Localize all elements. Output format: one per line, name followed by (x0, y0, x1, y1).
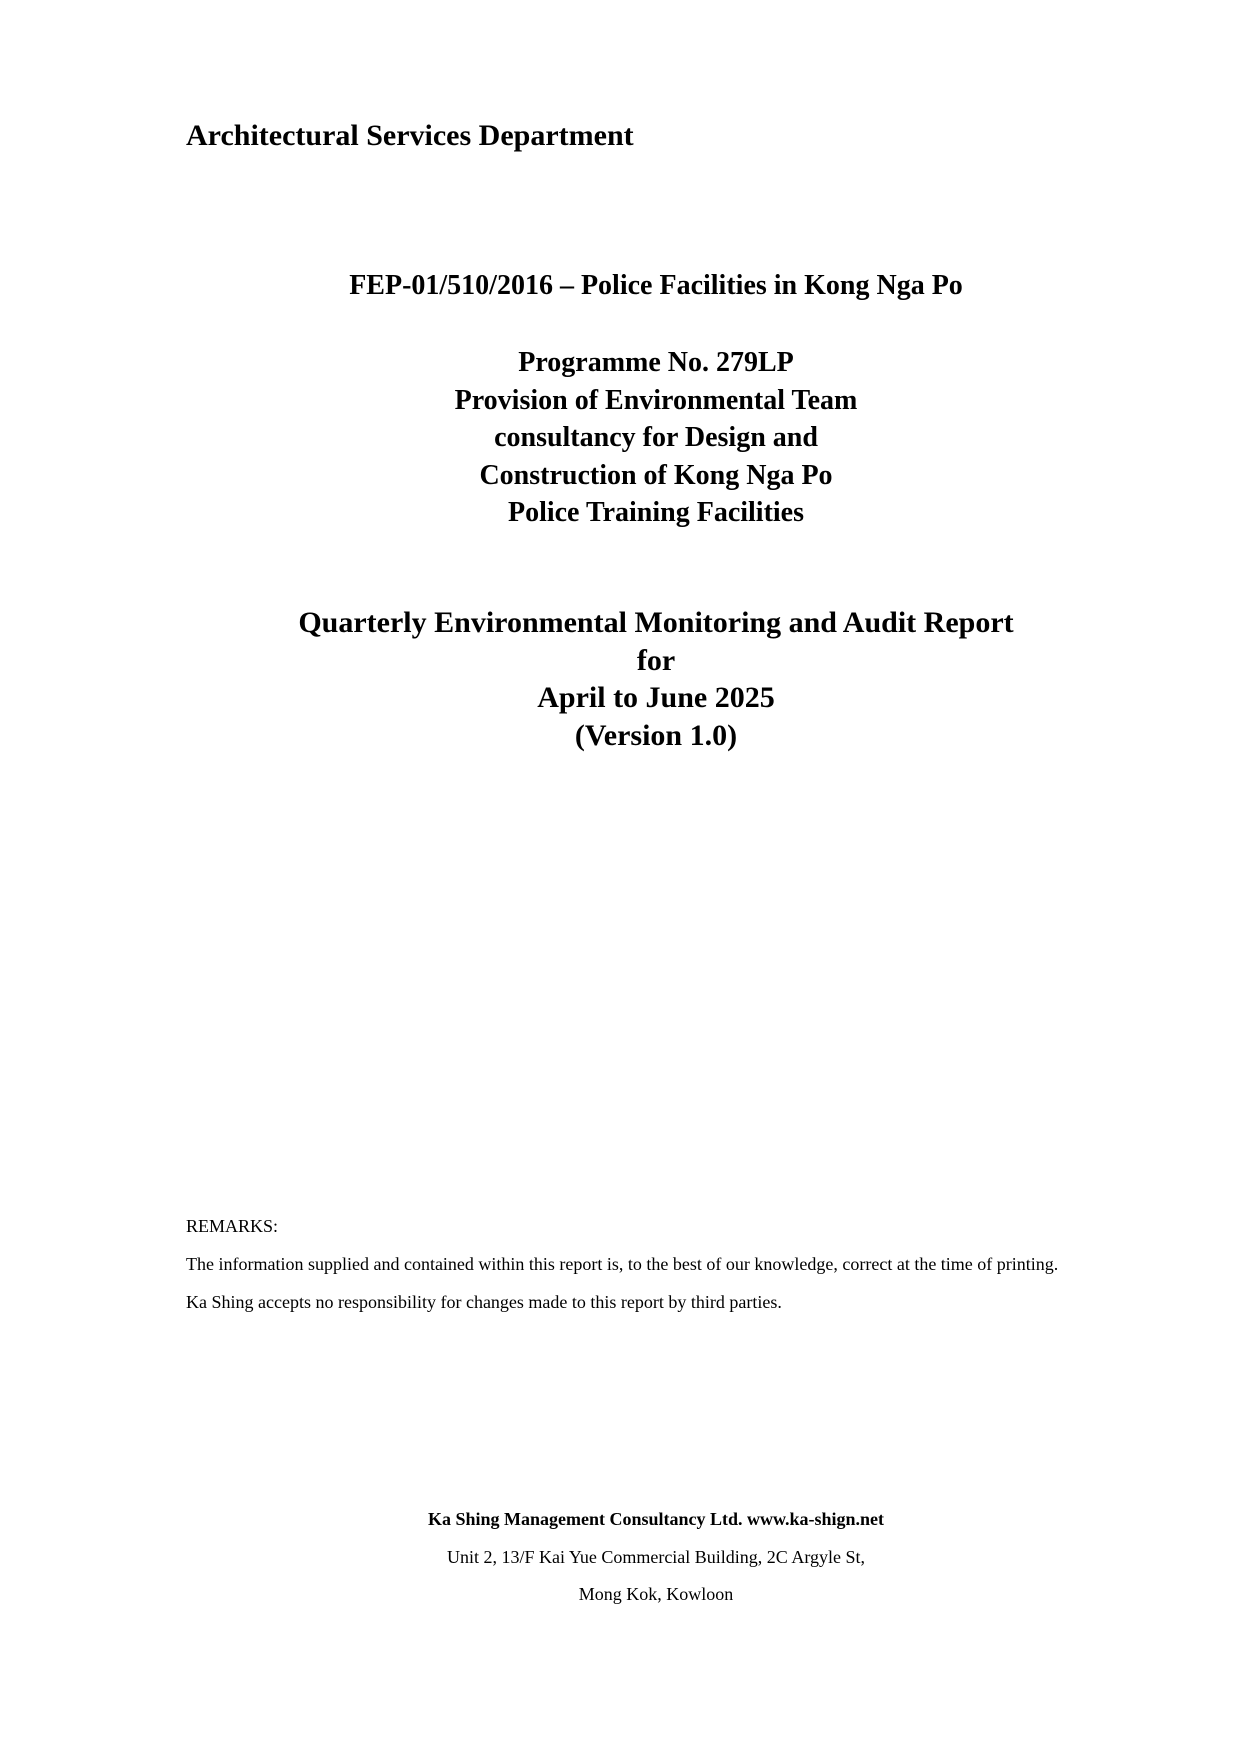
footer-company: Ka Shing Management Consultancy Ltd. www.ka-shign.net (427, 1509, 885, 1529)
programme-line: consultancy for Design and (494, 422, 818, 453)
programme-line: Police Training Facilities (507, 497, 805, 528)
department-heading: Architectural Services Department (186, 119, 634, 152)
report-title-for: for (636, 643, 676, 677)
footer-contact (186, 1501, 1126, 1614)
footer-address-line: Mong Kok, Kowloon (578, 1584, 734, 1604)
contract-title: FEP-01/510/2016 – Police Facilities in Kong Nga Po (349, 270, 963, 301)
remarks-line: Ka Shing accepts no responsibility for changes made to this report by third parties. (186, 1292, 782, 1312)
remarks-heading: REMARKS: (186, 1216, 279, 1236)
report-version: (Version 1.0) (574, 718, 738, 752)
report-title-block (186, 604, 1126, 754)
report-period: April to June 2025 (537, 681, 775, 714)
programme-block (186, 344, 1126, 532)
footer-address-line: Unit 2, 13/F Kai Yue Commercial Building, 2C Argyle St, (447, 1546, 865, 1567)
remarks-line: The information supplied and contained within this report is, to the best of our knowledge, correct at the time of printing. (186, 1254, 1059, 1274)
programme-line: Provision of Environmental Team (454, 384, 858, 416)
remarks-section (186, 1207, 1058, 1321)
programme-number: Programme No. 279LP (518, 347, 794, 378)
report-title: Quarterly Environmental Monitoring and Audit Report (298, 606, 1014, 639)
programme-line: Construction of Kong Nga Po (479, 459, 833, 491)
